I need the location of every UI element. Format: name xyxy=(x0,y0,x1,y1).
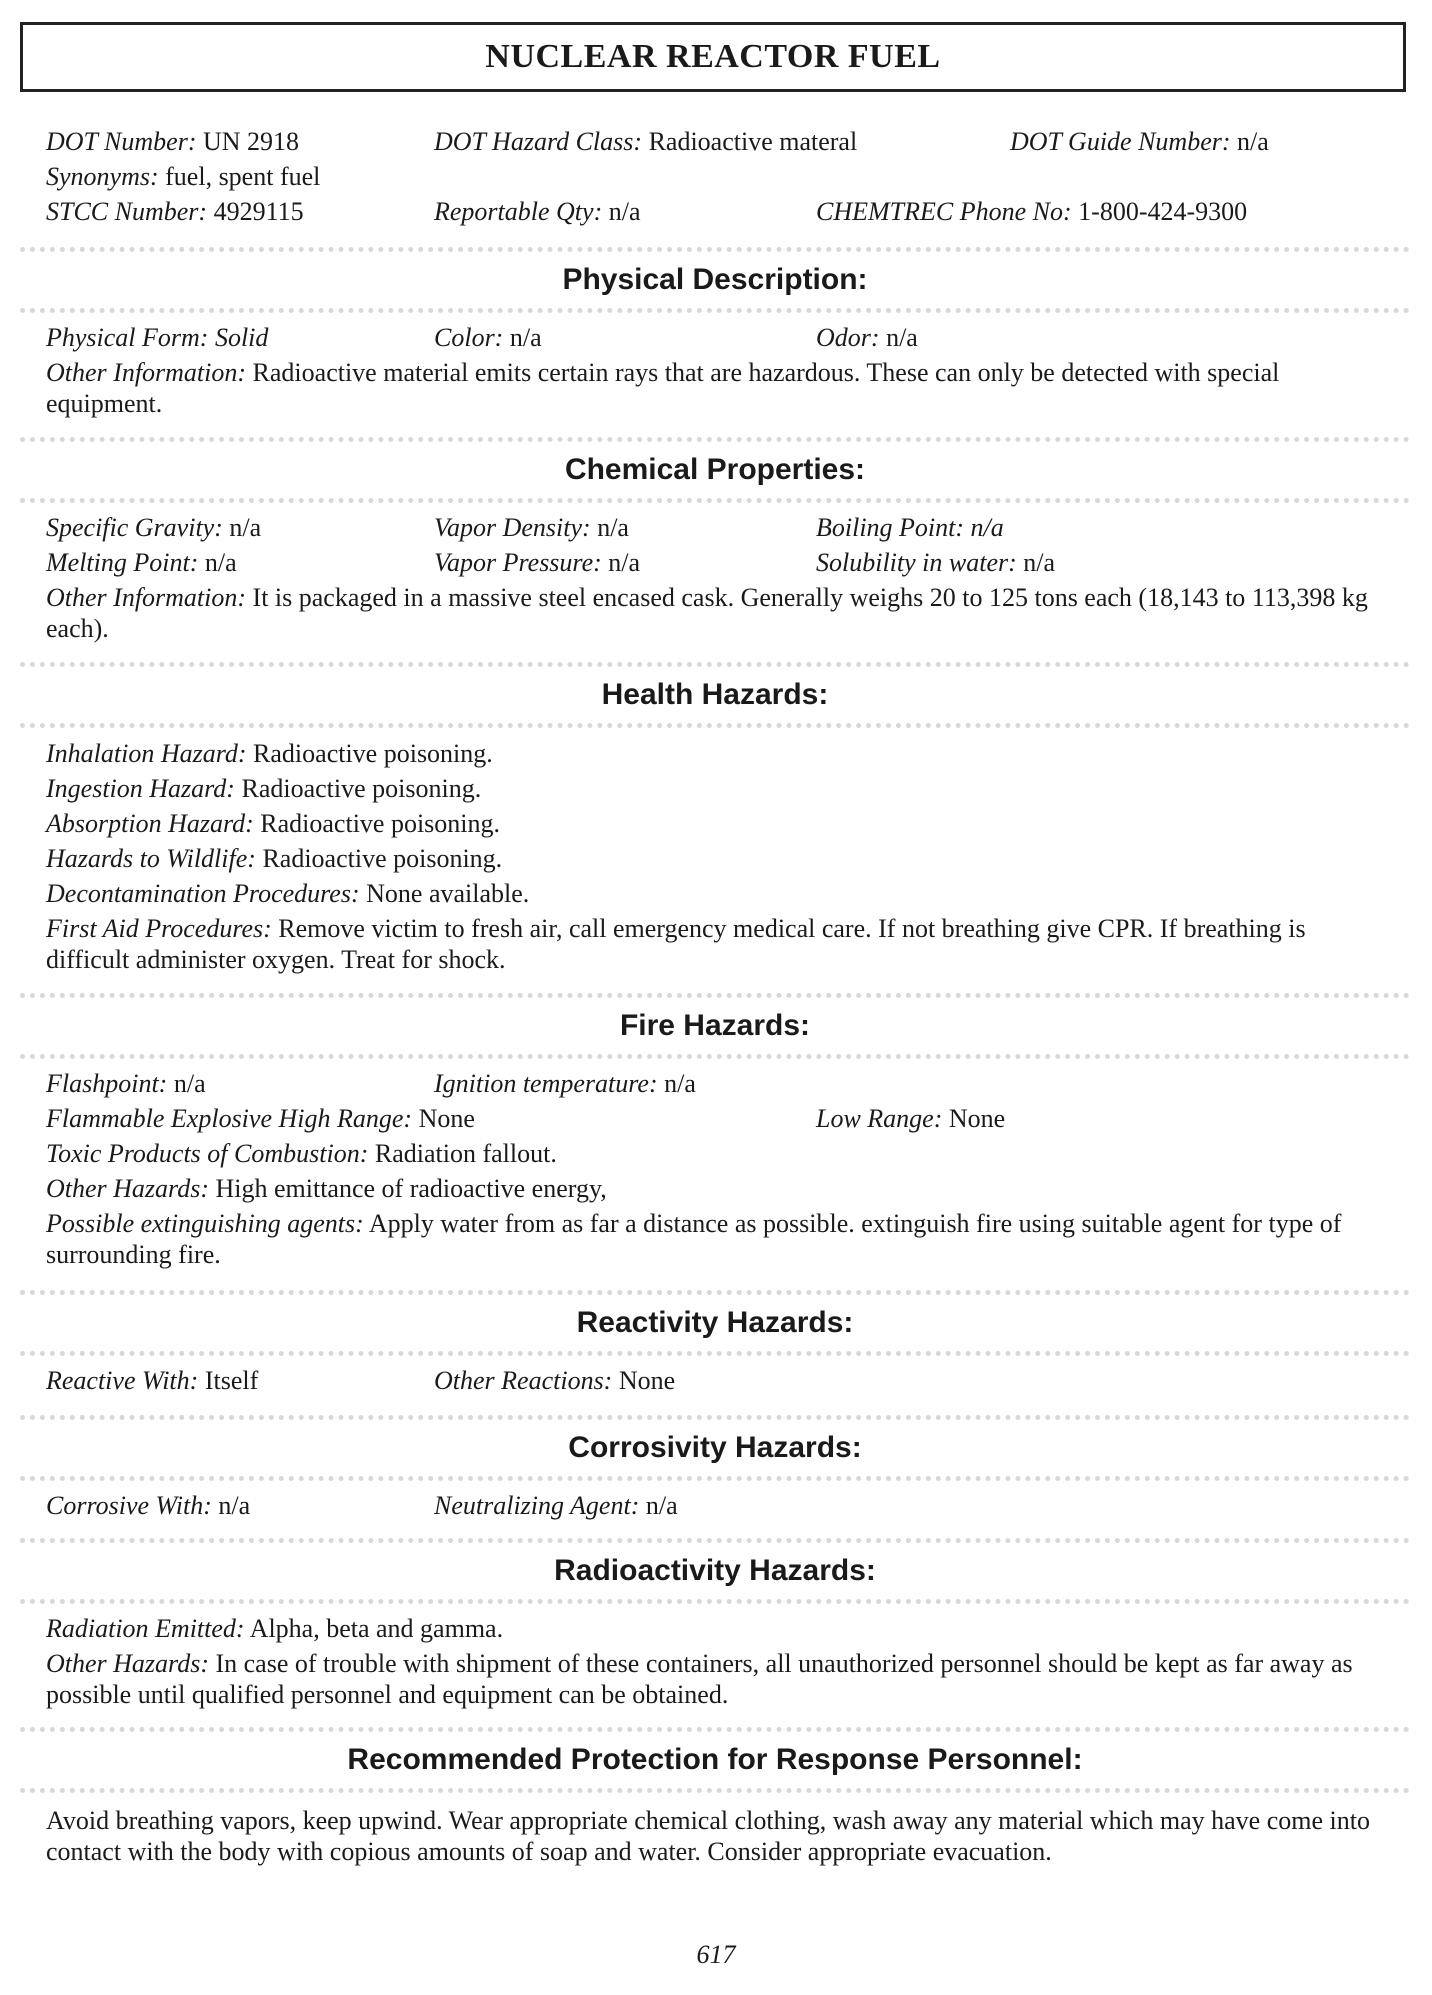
chemtrec-label: CHEMTREC Phone No: xyxy=(816,197,1072,226)
other-reactions-value: None xyxy=(618,1366,676,1395)
dot-hazard-label: DOT Hazard Class: xyxy=(434,127,643,156)
section-health xyxy=(20,662,1410,728)
vapor-density-value: n/a xyxy=(597,513,629,542)
first-aid-info xyxy=(46,913,1391,975)
high-range-value: None xyxy=(418,1104,475,1133)
chemical-other-info xyxy=(46,582,1391,644)
radiation-emitted-value: Alpha, beta and gamma. xyxy=(249,1614,504,1643)
fire-other-label: Other Hazards: xyxy=(46,1174,209,1203)
other-info-label: Other Information: xyxy=(46,358,247,387)
physical-other-info xyxy=(46,357,1391,419)
section-heading: Fire Hazards: xyxy=(619,1009,811,1042)
ingestion-value: Radioactive poisoning. xyxy=(241,774,482,803)
wildlife-label: Hazards to Wildlife: xyxy=(46,844,256,873)
flashpoint-label: Flashpoint: xyxy=(46,1069,168,1098)
solubility-value: n/a xyxy=(1023,548,1056,577)
reportable-value: n/a xyxy=(608,197,641,226)
synonyms-label: Synonyms: xyxy=(46,162,159,191)
section-protection xyxy=(20,1727,1410,1793)
stcc-label: STCC Number: xyxy=(46,197,208,226)
absorption-value: Radioactive poisoning. xyxy=(260,809,501,838)
chemtrec-value: 1-800-424-9300 xyxy=(1078,197,1248,226)
vapor-density-label: Vapor Density: xyxy=(434,513,591,542)
other-info-text: Radioactive material emits certain rays that are hazardous. These can only be detected with special equipment. xyxy=(46,358,1280,418)
fire-other-value: High emittance of radioactive energy, xyxy=(215,1174,607,1203)
section-heading: Physical Description: xyxy=(562,263,868,296)
solubility-label: Solubility in water: xyxy=(816,548,1017,577)
ignition-label: Ignition temperature: xyxy=(434,1069,658,1098)
synonyms-value: fuel, spent fuel xyxy=(165,162,321,191)
section-reactivity xyxy=(20,1290,1410,1356)
section-heading: Chemical Properties: xyxy=(564,453,866,486)
dot-guide-value: n/a xyxy=(1237,127,1269,156)
other-reactions-label: Other Reactions: xyxy=(434,1366,613,1395)
reactive-with-value: Itself xyxy=(204,1366,259,1395)
inhalation-value: Radioactive poisoning. xyxy=(253,739,493,768)
dot-hazard-value: Radioactive materal xyxy=(648,127,858,156)
section-heading: Corrosivity Hazards: xyxy=(568,1431,862,1464)
section-heading: Health Hazards: xyxy=(601,678,829,711)
radioactivity-other-info xyxy=(46,1648,1391,1710)
reportable-label: Reportable Qty: xyxy=(434,197,603,226)
section-chemical xyxy=(20,437,1410,503)
color-label: Color: xyxy=(434,323,504,352)
section-heading: Reactivity Hazards: xyxy=(576,1306,854,1339)
high-range-label: Flammable Explosive High Range: xyxy=(46,1104,413,1133)
melting-point-label: Melting Point: xyxy=(46,548,199,577)
corrosive-with-value: n/a xyxy=(218,1491,251,1520)
flashpoint-value: n/a xyxy=(173,1069,206,1098)
extinguishing-info xyxy=(46,1208,1391,1270)
odor-label: Odor: xyxy=(816,323,880,352)
extinguishing-label: Possible extinguishing agents: xyxy=(46,1209,364,1238)
reactive-with-label: Reactive With: xyxy=(46,1366,199,1395)
vapor-pressure-value: n/a xyxy=(608,548,641,577)
section-heading: Recommended Protection for Response Personnel: xyxy=(347,1743,1083,1776)
physical-form-label: Physical Form: Solid xyxy=(46,323,269,352)
section-corrosivity xyxy=(20,1415,1410,1481)
inhalation-label: Inhalation Hazard: xyxy=(46,739,247,768)
ignition-value: n/a xyxy=(664,1069,696,1098)
specific-gravity-label: Specific Gravity: xyxy=(46,513,223,542)
document-title: NUCLEAR REACTOR FUEL xyxy=(485,38,941,75)
section-physical xyxy=(20,247,1410,313)
color-value: n/a xyxy=(509,323,542,352)
boiling-point-label: Boiling Point: n/a xyxy=(816,513,1004,542)
radioactivity-other-text: In case of trouble with shipment of these containers, all unauthorized personnel should be kept as far away as possible until qualified personnel and equipment can be obtained. xyxy=(46,1649,1353,1709)
corrosive-with-label: Corrosive With: xyxy=(46,1491,212,1520)
ingestion-label: Ingestion Hazard: xyxy=(46,774,235,803)
neutralizing-label: Neutralizing Agent: xyxy=(434,1491,640,1520)
dot-number-value: UN 2918 xyxy=(202,127,300,156)
melting-point-value: n/a xyxy=(204,548,237,577)
radiation-emitted-label: Radiation Emitted: xyxy=(46,1614,245,1643)
stcc-value: 4929115 xyxy=(213,197,304,226)
decontamination-value: None available. xyxy=(366,879,530,908)
section-heading: Radioactivity Hazards: xyxy=(554,1554,876,1587)
low-range-value: None xyxy=(948,1104,1006,1133)
low-range-label: Low Range: xyxy=(816,1104,943,1133)
page-number: 617 xyxy=(696,1940,736,1969)
dot-number-label: DOT Number: xyxy=(46,127,197,156)
radioactivity-other-label: Other Hazards: xyxy=(46,1649,209,1678)
specific-gravity-value: n/a xyxy=(229,513,262,542)
toxic-value: Radiation fallout. xyxy=(374,1139,557,1168)
section-fire xyxy=(20,993,1410,1059)
toxic-label: Toxic Products of Combustion: xyxy=(46,1139,369,1168)
dot-guide-label: DOT Guide Number: xyxy=(1010,127,1231,156)
absorption-label: Absorption Hazard: xyxy=(46,809,254,838)
other-info-text: It is packaged in a massive steel encased cask. Generally weighs 20 to 125 tons each (18,143 to 113,398 kg each). xyxy=(46,583,1368,643)
section-radioactivity xyxy=(20,1538,1410,1604)
first-aid-text: Remove victim to fresh air, call emergency medical care. If not breathing give CPR. If breathing is difficult administer oxygen. Treat for shock. xyxy=(46,914,1306,974)
protection-text: Avoid breathing vapors, keep upwind. Wear appropriate chemical clothing, wash away any material which may have come into contact with the body with copious amounts of soap and water. Consider appropriate evacuation. xyxy=(46,1806,1370,1866)
vapor-pressure-label: Vapor Pressure: xyxy=(434,548,602,577)
title-box xyxy=(20,22,1406,92)
first-aid-label: First Aid Procedures: xyxy=(46,914,272,943)
other-info-label: Other Information: xyxy=(46,583,247,612)
decontamination-label: Decontamination Procedures: xyxy=(46,879,360,908)
neutralizing-value: n/a xyxy=(645,1491,678,1520)
wildlife-value: Radioactive poisoning. xyxy=(262,844,503,873)
odor-value: n/a xyxy=(886,323,918,352)
extinguishing-text: Apply water from as far a distance as possible. extinguish fire using suitable agent for type of surrounding fire. xyxy=(46,1209,1342,1269)
